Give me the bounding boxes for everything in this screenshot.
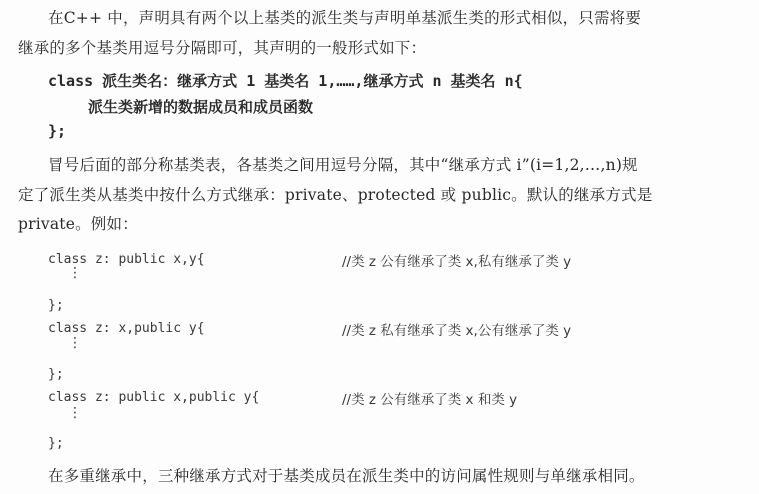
example-1-comment: //类 z 公有继承了类 x,私有继承了类 y <box>342 254 572 270</box>
example-1-code: class z: public x,y{ <box>48 252 205 267</box>
example-3-ellipsis-icon: ⋮ <box>68 405 82 421</box>
example-2-code: class z: x,public y{ <box>48 321 205 336</box>
example-3-code: class z: public x,public y{ <box>48 390 260 405</box>
example-3-close: }; <box>48 436 64 451</box>
syntax-declaration-line: class 派生类名：继承方式 1 基类名 1,……,继承方式 n 基类名 n{ <box>48 72 523 90</box>
example-2-comment: //类 z 私有继承了类 x,公有继承了类 y <box>342 323 572 339</box>
example-1-ellipsis-icon: ⋮ <box>68 265 82 281</box>
syntax-close-line: }; <box>48 122 67 140</box>
body-line-2: 定了派生类从基类中按什么方式继承：private、protected 或 public。默认的继承方式是 <box>18 186 653 204</box>
example-2-ellipsis-icon: ⋮ <box>68 335 82 351</box>
example-1-close: }; <box>48 298 64 313</box>
closing-line: 在多重继承中，三种继承方式对于基类成员在派生类中的访问属性规则与单继承相同。 <box>48 467 645 485</box>
example-3-comment: //类 z 公有继承了类 x 和类 y <box>342 392 518 408</box>
syntax-members-line: 派生类新增的数据成员和成员函数 <box>88 98 314 116</box>
example-2-close: }; <box>48 367 64 382</box>
intro-line-2: 继承的多个基类用逗号分隔即可，其声明的一般形式如下： <box>18 39 427 57</box>
intro-line-1: 在C++ 中，声明具有两个以上基类的派生类与声明单基派生类的形式相似，只需将要 <box>48 9 642 27</box>
body-line-3: private。例如： <box>18 215 138 233</box>
body-line-1: 冒号后面的部分称基类表，各基类之间用逗号分隔，其中“继承方式 i”(i=1,2,…,n)规 <box>48 156 638 174</box>
